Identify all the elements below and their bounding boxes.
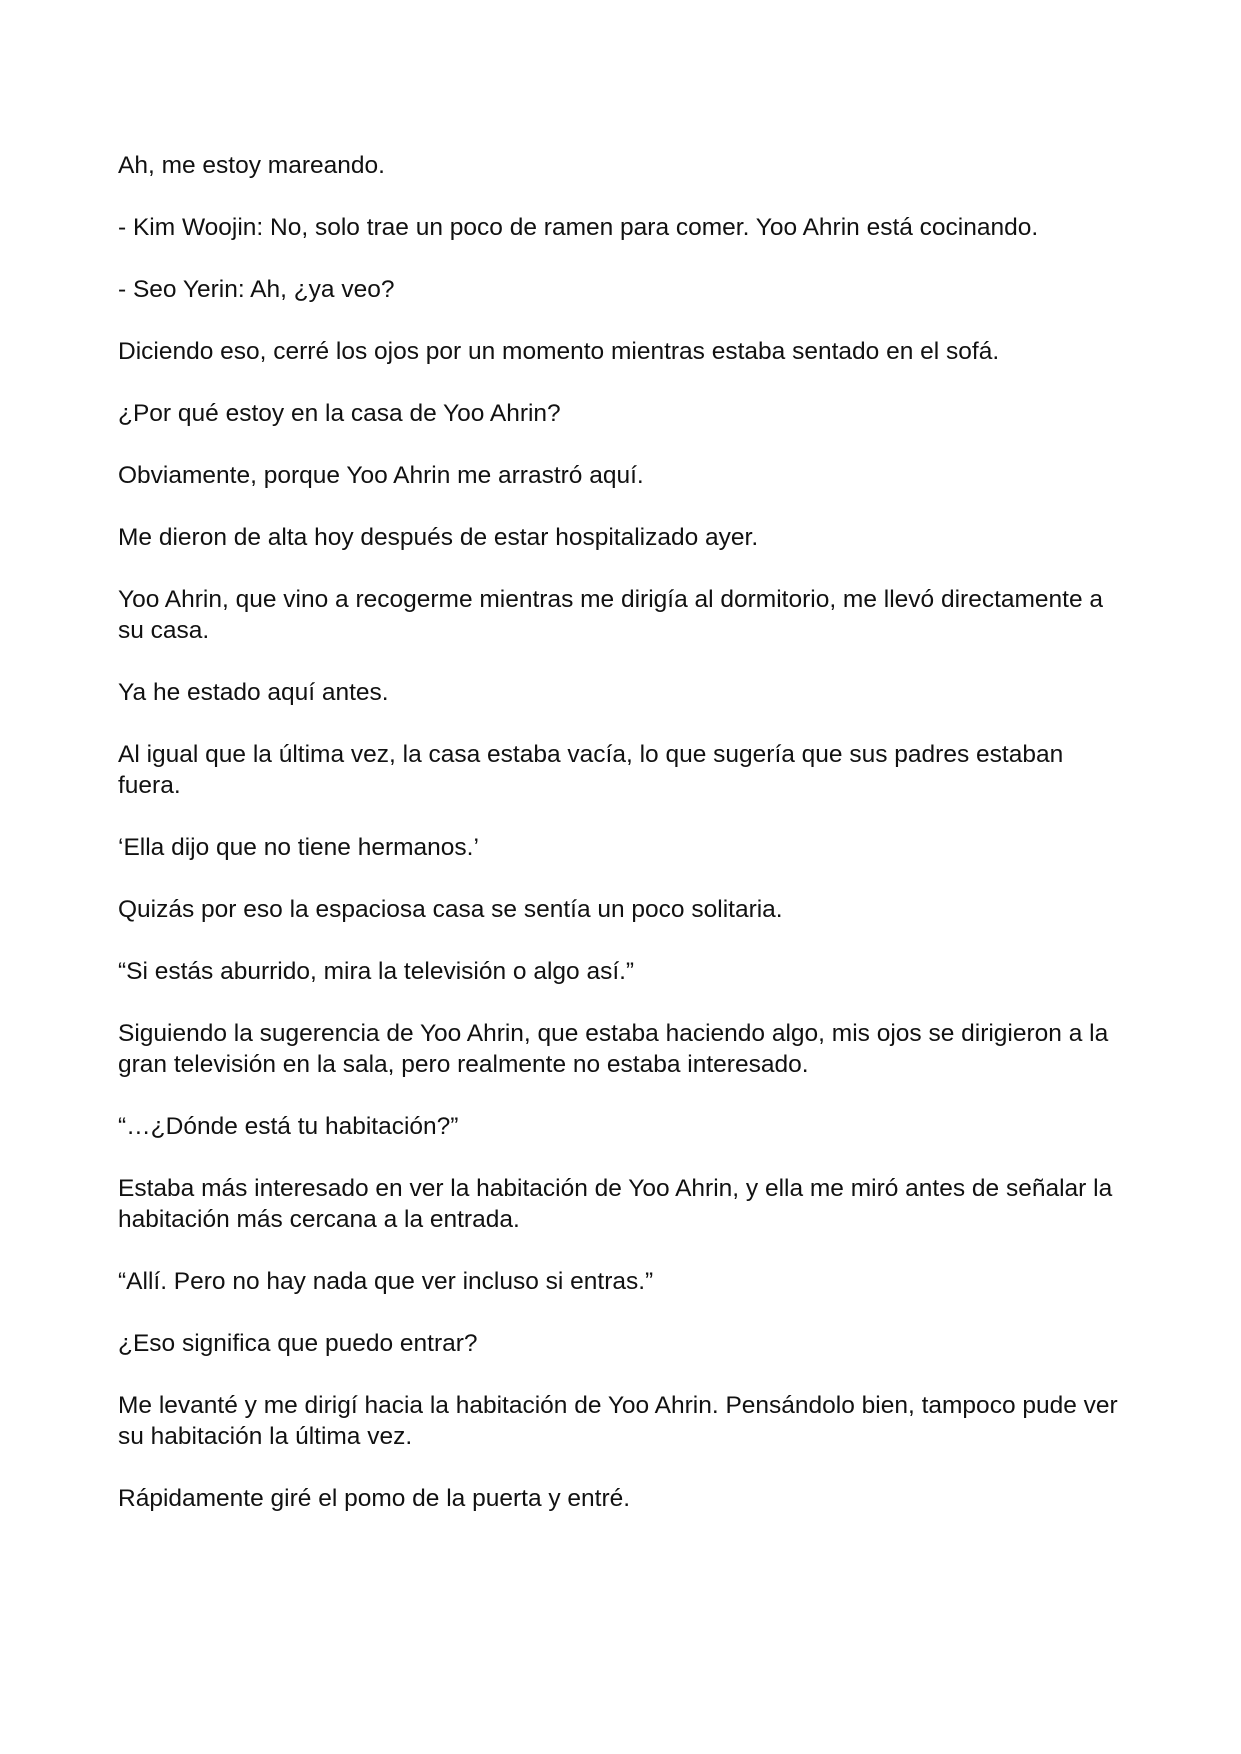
paragraph: Al igual que la última vez, la casa estaba vacía, lo que sugería que sus padres estaban fuera. — [118, 741, 1064, 799]
paragraph: Me dieron de alta hoy después de estar hospitalizado ayer. — [118, 524, 759, 551]
paragraph: Estaba más interesado en ver la habitación de Yoo Ahrin, y ella me miró antes de señalar la habitación más cercana a la entrada. — [118, 1175, 1113, 1233]
paragraph: Ah, me estoy mareando. — [118, 152, 385, 179]
paragraph: Siguiendo la sugerencia de Yoo Ahrin, que estaba haciendo algo, mis ojos se dirigieron a la gran televisión en la sala, pero realmente no estaba interesado. — [118, 1020, 1109, 1078]
paragraph: Yoo Ahrin, que vino a recogerme mientras me dirigía al dormitorio, me llevó directamente a su casa. — [118, 586, 1104, 644]
paragraph: ¿Por qué estoy en la casa de Yoo Ahrin? — [118, 400, 561, 427]
paragraph: Me levanté y me dirigí hacia la habitación de Yoo Ahrin. Pensándolo bien, tampoco pude ver su habitación la última vez. — [118, 1392, 1118, 1450]
paragraph: Diciendo eso, cerré los ojos por un momento mientras estaba sentado en el sofá. — [118, 338, 1000, 365]
paragraph: - Kim Woojin: No, solo trae un poco de ramen para comer. Yoo Ahrin está cocinando. — [118, 214, 1039, 241]
paragraph: “Si estás aburrido, mira la televisión o algo así.” — [118, 958, 635, 985]
paragraph: “Allí. Pero no hay nada que ver incluso si entras.” — [118, 1268, 654, 1295]
paragraph: - Seo Yerin: Ah, ¿ya veo? — [118, 276, 395, 303]
paragraph: Obviamente, porque Yoo Ahrin me arrastró aquí. — [118, 462, 644, 489]
paragraph: Quizás por eso la espaciosa casa se sentía un poco solitaria. — [118, 896, 783, 923]
paragraph: Ya he estado aquí antes. — [118, 679, 389, 706]
paragraph: ‘Ella dijo que no tiene hermanos.’ — [118, 834, 479, 861]
paragraph: ¿Eso significa que puedo entrar? — [118, 1330, 478, 1357]
paragraph: Rápidamente giré el pomo de la puerta y entré. — [118, 1485, 631, 1512]
paragraph: “…¿Dónde está tu habitación?” — [118, 1113, 459, 1140]
document-body — [118, 150, 1128, 1545]
